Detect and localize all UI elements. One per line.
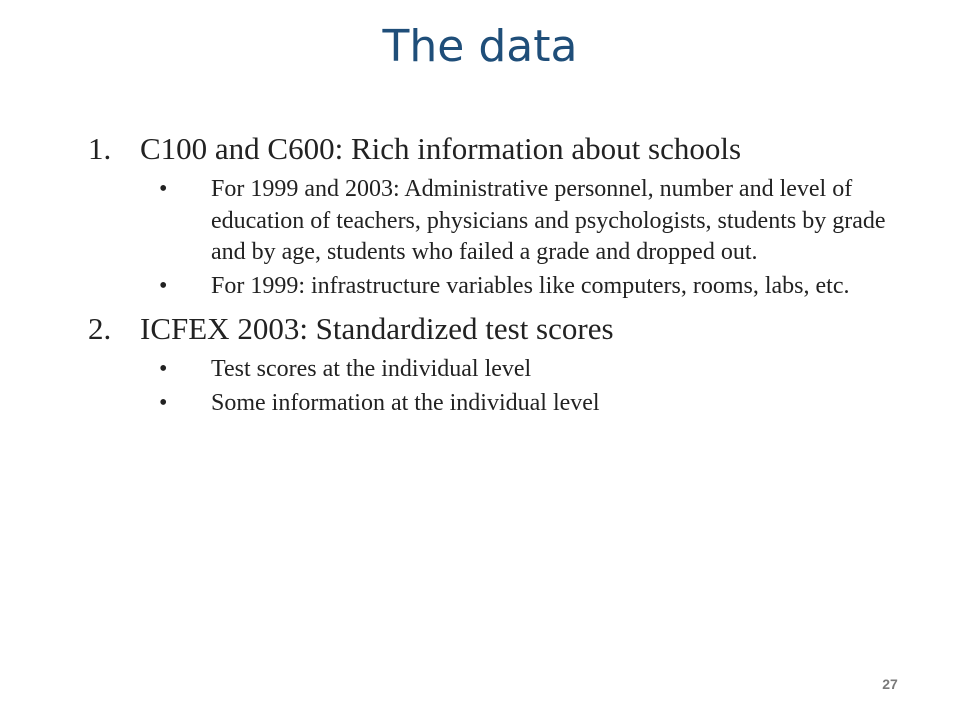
list-item-2 [88, 306, 888, 352]
sub-bullet-1-1-text: For 1999 and 2003: Administrative personnel, number and level of education of teachers, physicians and psychologists, students by grade and by age, students who failed a grade and dropped out. [211, 176, 886, 265]
list-item-1 [88, 126, 888, 172]
sub-bullet-2-2-text: Some information at the individual level [211, 389, 600, 416]
bullet-icon: • [159, 272, 168, 299]
sub-bullet-1-2-text: For 1999: infrastructure variables like computers, rooms, labs, etc. [211, 272, 850, 299]
sub-bullet-1-2 [88, 271, 888, 303]
slide-content [88, 126, 888, 419]
sub-bullet-2-1-text: Test scores at the individual level [211, 356, 532, 382]
list-item-1-number: 1. [88, 131, 112, 166]
bullet-icon: • [159, 176, 168, 202]
bullet-icon: • [159, 389, 168, 416]
bullet-icon: • [159, 356, 168, 382]
list-item-2-text: ICFEX 2003: Standardized test scores [140, 311, 614, 346]
sub-bullet-2-2 [88, 388, 888, 420]
sub-bullet-2-1 [88, 354, 888, 386]
slide-title: The data [382, 21, 578, 72]
sub-bullet-1-1 [88, 174, 888, 269]
page-number: 27 [882, 676, 898, 692]
list-item-1-text: C100 and C600: Rich information about schools [140, 131, 742, 166]
list-item-2-number: 2. [88, 311, 112, 346]
